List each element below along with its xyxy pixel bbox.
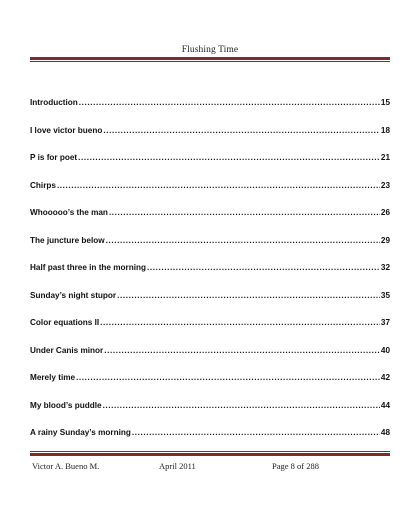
- toc-entry-title: Color equations II: [30, 318, 100, 327]
- toc-dot-leader: [79, 98, 380, 107]
- toc-entry-title: Sunday’s night stupor: [30, 290, 117, 300]
- toc-entry-title: P is for poet: [30, 153, 78, 162]
- header-rule-thin: [30, 61, 390, 62]
- toc-dot-leader: [103, 126, 380, 135]
- toc-entry-page: 40: [380, 345, 390, 355]
- toc-entry-page: 29: [380, 235, 390, 245]
- header-rule: [30, 57, 390, 62]
- footer-rule-thin: [30, 451, 390, 452]
- toc-entry[interactable]: [30, 153, 390, 181]
- toc-dot-leader: [109, 208, 380, 217]
- toc-entry[interactable]: [30, 208, 390, 236]
- toc-entry[interactable]: [30, 181, 390, 209]
- toc-entry[interactable]: [30, 291, 390, 319]
- toc-entry-title: Introduction: [30, 98, 78, 107]
- footer-page-number: Page 8 of 288: [272, 461, 319, 471]
- toc-entry[interactable]: [30, 263, 390, 291]
- toc-entry-page: 23: [380, 180, 390, 190]
- footer-rule: [30, 451, 390, 456]
- toc-entry-page: 48: [380, 428, 390, 437]
- toc-entry-page: 15: [380, 98, 390, 107]
- toc-entry-title: Chirps: [30, 180, 56, 190]
- header-rule-thick: [30, 57, 390, 60]
- toc-dot-leader: [78, 153, 380, 162]
- toc-entry[interactable]: [30, 318, 390, 346]
- toc-entry-page: 37: [380, 318, 390, 327]
- toc-entry-page: 26: [380, 208, 390, 217]
- toc-entry[interactable]: [30, 346, 390, 374]
- toc-entry-title: The juncture below: [30, 235, 105, 245]
- toc-entry-page: 18: [380, 125, 390, 135]
- toc-entry-title: Under Canis minor: [30, 345, 104, 355]
- toc-entry[interactable]: [30, 126, 390, 154]
- toc-dot-leader: [104, 346, 380, 355]
- toc-entry-title: My blood’s puddle: [30, 400, 102, 410]
- running-header-title: Flushing Time: [181, 45, 239, 55]
- toc-entry-page: 42: [380, 373, 390, 382]
- footer-author: Victor A. Bueno M.: [32, 461, 100, 471]
- toc-entry[interactable]: [30, 373, 390, 401]
- toc-entry-title: Merely time: [30, 373, 76, 382]
- toc-entry-title: A rainy Sunday’s morning: [30, 428, 131, 437]
- toc-entry-page: 44: [380, 400, 390, 410]
- toc-entry-title: Whooooo’s the man: [30, 208, 108, 217]
- toc-dot-leader: [76, 373, 380, 382]
- toc-entry[interactable]: [30, 236, 390, 264]
- toc-entry[interactable]: [30, 401, 390, 429]
- toc-dot-leader: [103, 401, 380, 410]
- toc-dot-leader: [117, 291, 380, 300]
- table-of-contents: [30, 98, 390, 456]
- toc-entry-page: 35: [380, 290, 390, 300]
- toc-dot-leader: [132, 428, 380, 437]
- toc-entry-title: I love victor bueno: [30, 125, 103, 135]
- toc-entry-page: 21: [380, 153, 390, 162]
- toc-dot-leader: [57, 181, 380, 190]
- toc-entry[interactable]: [30, 98, 390, 126]
- footer-rule-thick: [30, 453, 390, 456]
- toc-dot-leader: [106, 236, 380, 245]
- toc-entry-page: 32: [380, 263, 390, 272]
- toc-dot-leader: [100, 318, 380, 327]
- toc-entry-title: Half past three in the morning: [30, 263, 147, 272]
- footer-date: April 2011: [159, 461, 196, 471]
- toc-dot-leader: [147, 263, 380, 272]
